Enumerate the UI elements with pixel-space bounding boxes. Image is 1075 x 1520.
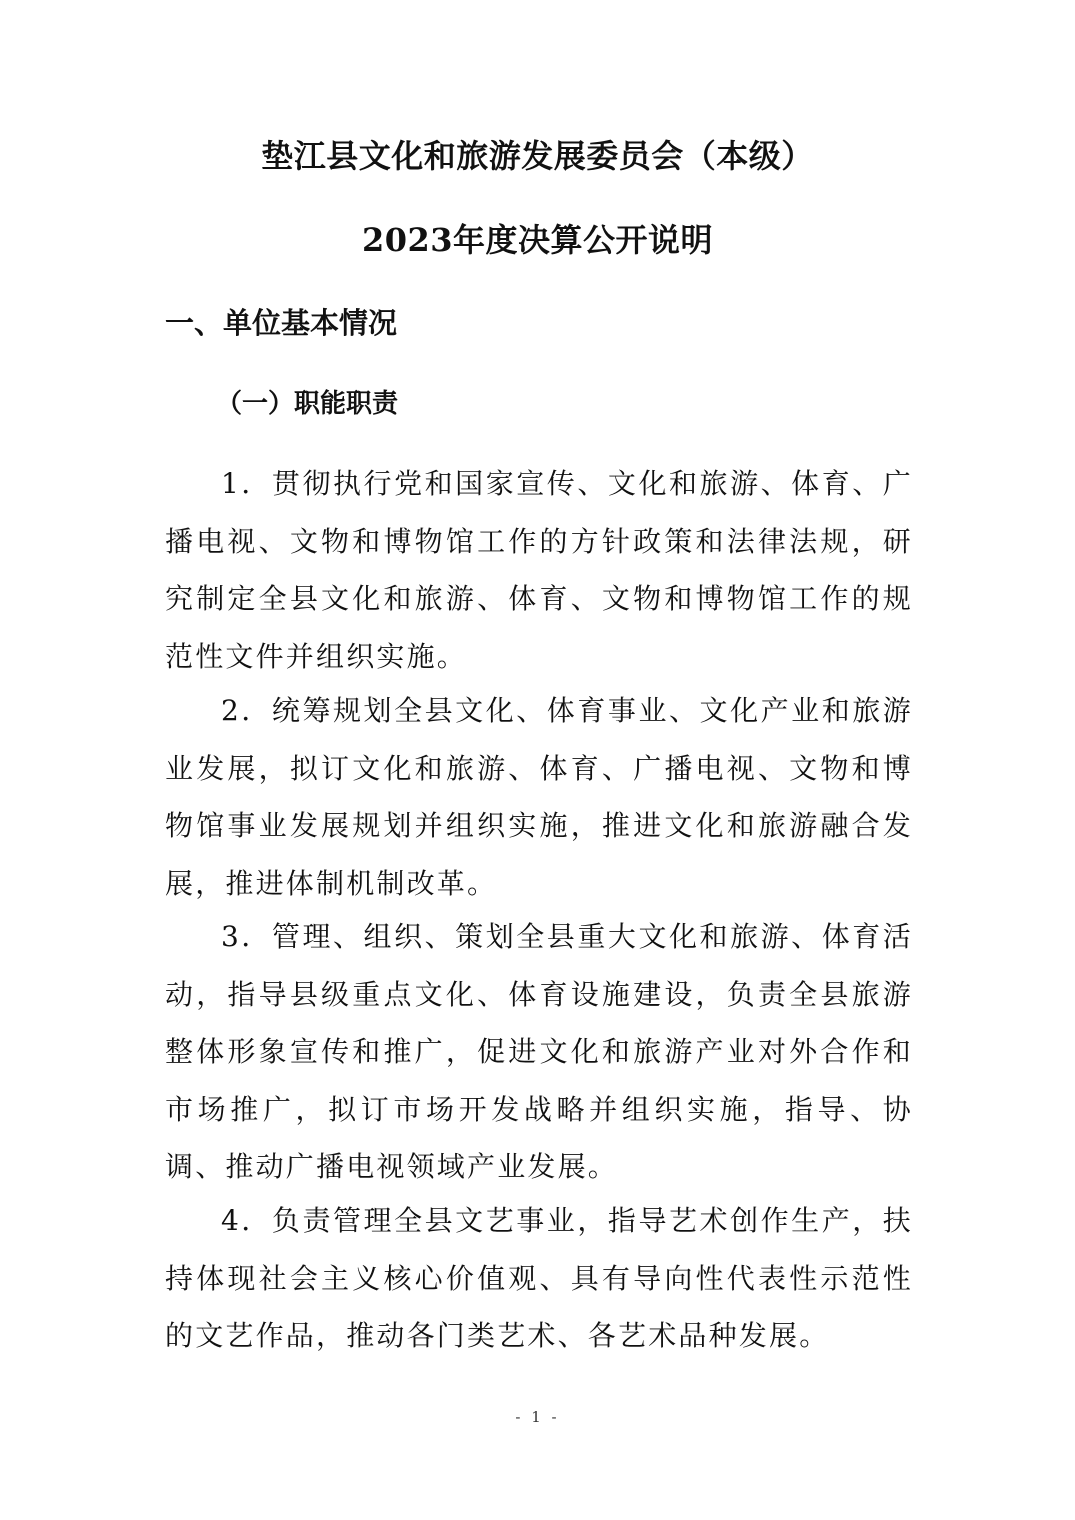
page-number: - 1 - (515, 1408, 560, 1426)
document-title-line-1: 垫江县文化和旅游发展委员会（本级） (261, 137, 814, 175)
sub-heading: （一）职能职责 (216, 389, 399, 419)
paragraph-2: 2．统筹规划全县文化、体育事业、文化产业和旅游业发展，拟订文化和旅游、体育、广播电视、文物和博物馆事业发展规划并组织实施，推进文化和旅游融合发展，推进体制机制改革。 (165, 694, 913, 900)
paragraph-3: 3．管理、组织、策划全县重大文化和旅游、体育活动，指导县级重点文化、体育设施建设，负责全县旅游整体形象宣传和推广，促进文化和旅游产业对外合作和市场推广，拟订市场开发战略并组织实施，指导、协调、推动广播电视领域产业发展。 (165, 920, 913, 1183)
paragraph-4: 4．负责管理全县文艺事业，指导艺术创作生产，扶持体现社会主义核心价值观、具有导向性代表性示范性的文艺作品，推动各门类艺术、各艺术品种发展。 (165, 1204, 913, 1352)
document-title-line-2: 2023年度决算公开说明 (361, 221, 714, 259)
paragraph-1: 1．贯彻执行党和国家宣传、文化和旅游、体育、广播电视、文物和博物馆工作的方针政策和法律法规，研究制定全县文化和旅游、体育、文物和博物馆工作的规范性文件并组织实施。 (165, 467, 913, 673)
section-heading: 一、单位基本情况 (165, 306, 398, 340)
